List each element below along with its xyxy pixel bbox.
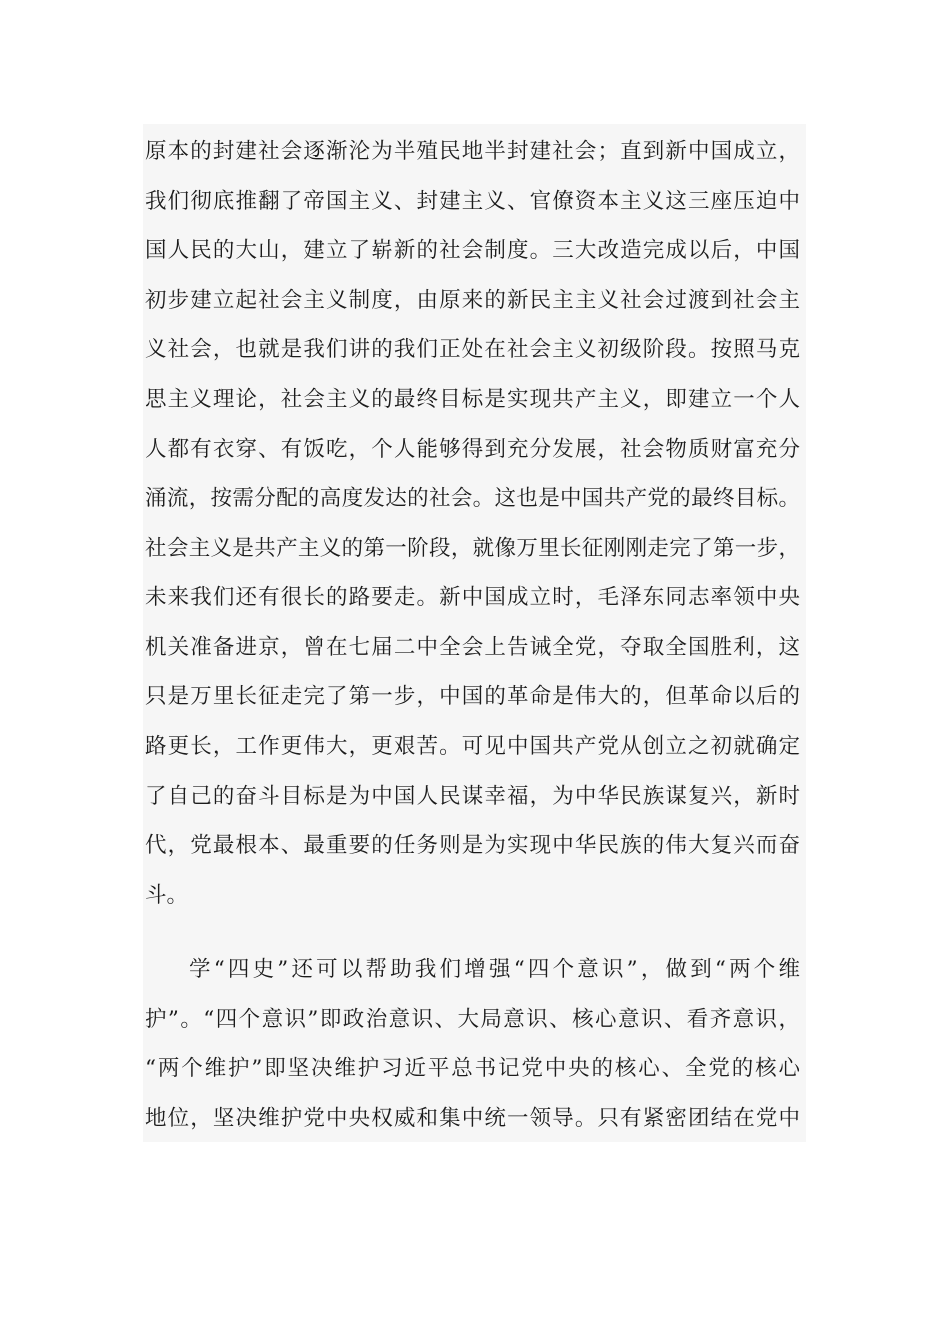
paragraph-1-line-14: 了自己的奋斗目标是为中国人民谋幸福，为中华民族谋复兴，新时 [145, 784, 800, 809]
paragraph-1-line-8: 涌流，按需分配的高度发达的社会。这也是中国共产党的最终目标。 [145, 486, 800, 511]
paragraph-1-line-16: 斗。 [145, 883, 189, 908]
paragraph-2-line-1: 学“四史”还可以帮助我们增强“四个意识”，做到“两个维 [189, 957, 800, 982]
paragraph-1-line-12: 只是万里长征走完了第一步，中国的革命是伟大的，但革命以后的 [145, 684, 800, 709]
paragraph-1-line-9: 社会主义是共产主义的第一阶段，就像万里长征刚刚走完了第一步， [145, 536, 800, 561]
paragraph-2-line-4: 地位，坚决维护党中央权威和集中统一领导。只有紧密团结在党中 [145, 1106, 800, 1131]
paragraph-1-line-3: 国人民的大山，建立了崭新的社会制度。三大改造完成以后，中国 [145, 238, 800, 263]
document-text-block [143, 124, 806, 1142]
paragraph-1-line-2: 我们彻底推翻了帝国主义、封建主义、官僚资本主义这三座压迫中 [145, 189, 800, 214]
paragraph-1-line-7: 人都有衣穿、有饭吃，个人能够得到充分发展，社会物质财富充分 [145, 437, 800, 462]
paragraph-1-line-11: 机关准备进京，曾在七届二中全会上告诫全党，夺取全国胜利，这 [145, 635, 800, 660]
paragraph-1-line-1: 原本的封建社会逐渐沦为半殖民地半封建社会；直到新中国成立， [145, 139, 800, 164]
paragraph-2-line-3: “两个维护”即坚决维护习近平总书记党中央的核心、全党的核心 [145, 1056, 800, 1081]
paragraph-2-line-2: 护”。“四个意识”即政治意识、大局意识、核心意识、看齐意识， [145, 1007, 800, 1032]
paragraph-1-line-6: 思主义理论，社会主义的最终目标是实现共产主义，即建立一个人 [145, 387, 800, 412]
paragraph-1-line-15: 代，党最根本、最重要的任务则是为实现中华民族的伟大复兴而奋 [145, 833, 800, 858]
paragraph-1-line-10: 未来我们还有很长的路要走。新中国成立时，毛泽东同志率领中央 [145, 585, 800, 610]
paragraph-1-line-4: 初步建立起社会主义制度，由原来的新民主主义社会过渡到社会主 [145, 288, 800, 313]
paragraph-1-line-13: 路更长，工作更伟大，更艰苦。可见中国共产党从创立之初就确定 [145, 734, 800, 759]
paragraph-1-line-5: 义社会，也就是我们讲的我们正处在社会主义初级阶段。按照马克 [145, 337, 800, 362]
